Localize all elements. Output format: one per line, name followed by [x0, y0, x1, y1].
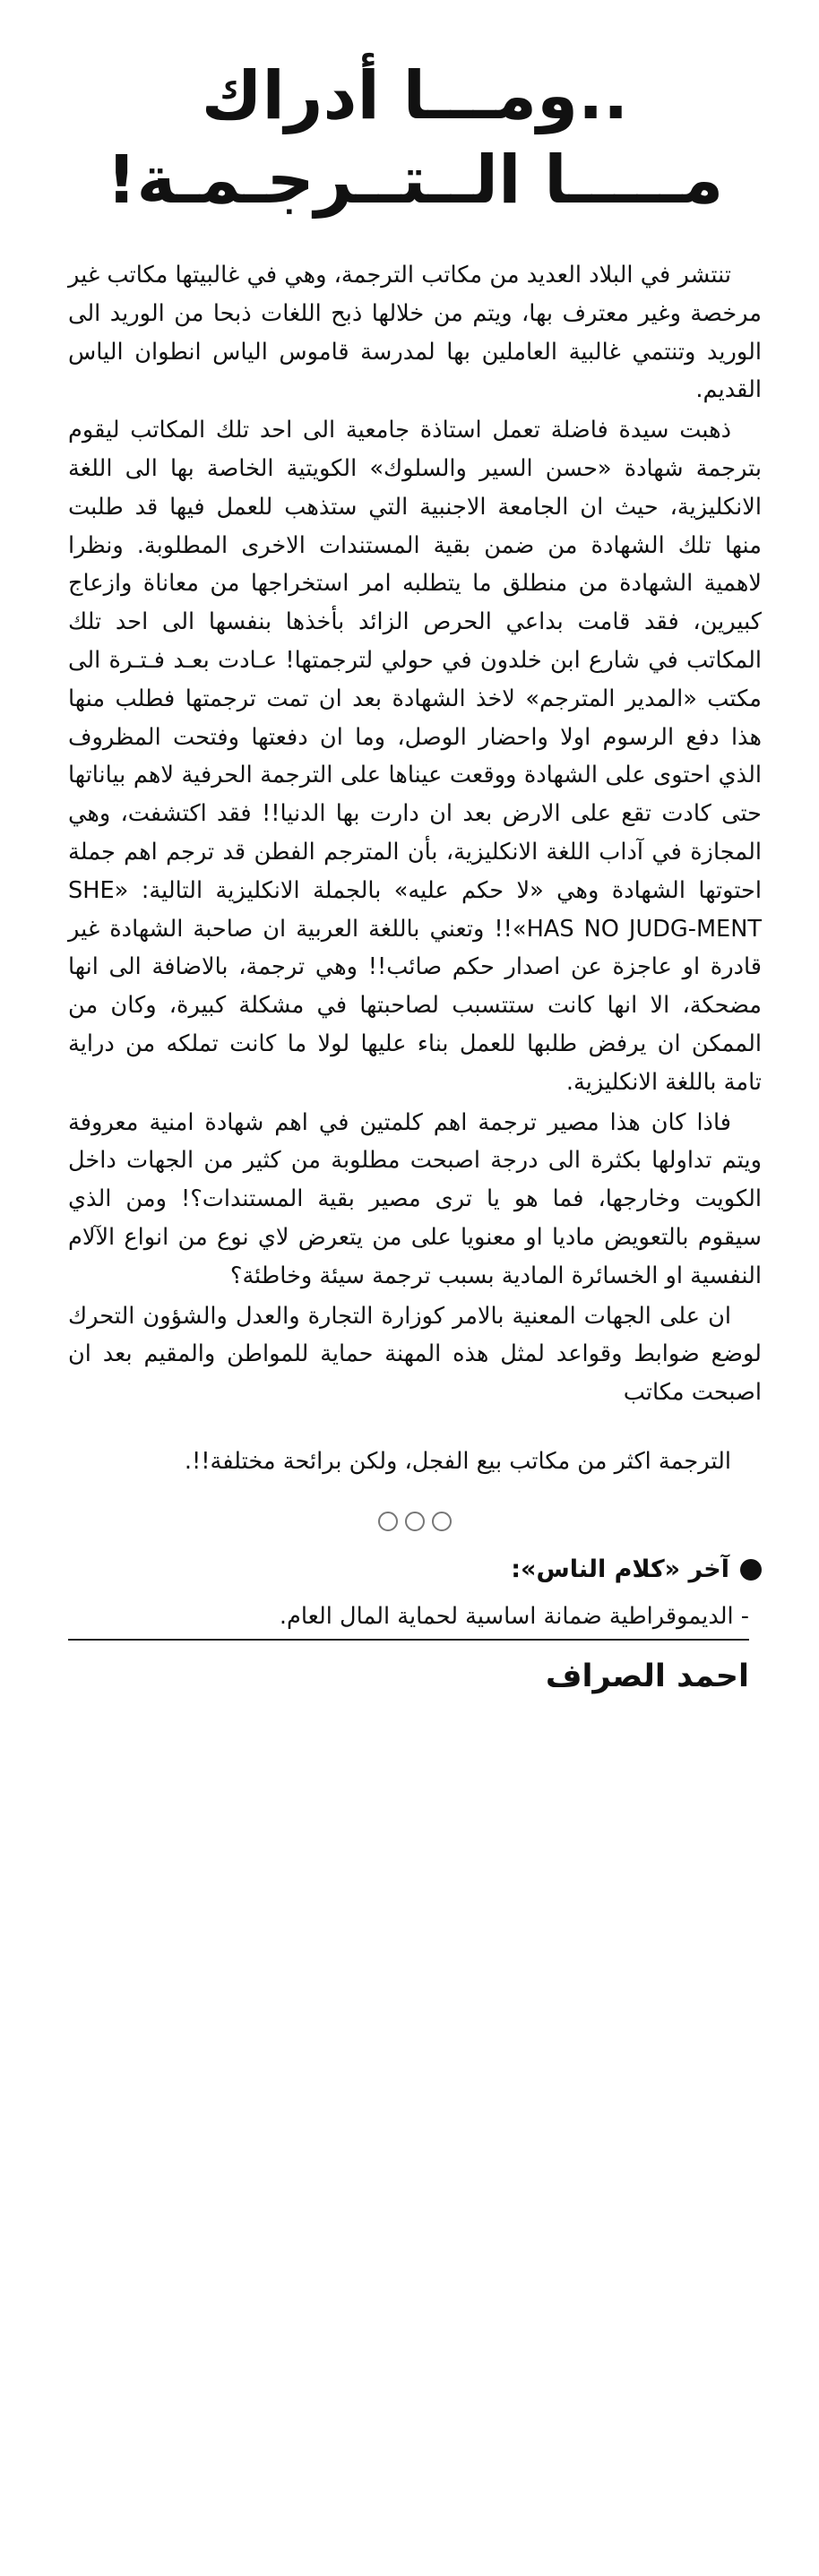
title-line-2: مـــــا الــتــرجـمـة!: [106, 142, 724, 219]
footer-heading-text: آخر «كلام الناس»:: [511, 1555, 729, 1583]
title-line-1: ..ومـــا أدراك: [201, 57, 629, 134]
section-separator: [68, 1512, 762, 1531]
article-title: [68, 54, 762, 222]
footer-heading: [68, 1551, 762, 1589]
article-body: [68, 256, 762, 1481]
paragraph-1: تنتشر في البلاد العديد من مكاتب الترجمة، وهي في غالبيتها مكاتب غير مرخصة وغير معترف بها، ويتم من خلالها ذبح اللغات ذبحا من الوريد الى الوريد وتنتمي غالبية العاملين بها لمدرسة قاموس الياس انطوان الياس القديم.: [68, 262, 762, 404]
author-name: احمد الصراف: [545, 1658, 749, 1694]
paragraph-2: ذهبت سيدة فاضلة تعمل استاذة جامعية الى احد تلك المكاتب ليقوم بترجمة شهادة «حسن السير والسلوك» الكويتية الخاصة بها الى اللغة الانكليزية، حيث ان الجامعة الاجنبية التي ستذهب للعمل فيها قد طلبت منها تلك الشهادة من ضمن بقية المستندات الاخرى المطلوبة. ونظرا لاهمية الشهادة من منطلق ما يتطلبه امر استخراجها من معاناة وازعاج كبيرين، فقد قامت بداعي الحرص الزائد بأخذها بنفسها الى احد تلك المكاتب في شارع ابن خلدون في حولي لترجمتها! عـادت بعـد فـتـرة الى مكتب «المدير المترجم» لاخذ الشهادة بعد ان تمت ترجمتها فطلب منها هذا دفع الرسوم اولا واحضار الوصل، وما ان دفعتها وفتحت المظروف الذي احتوى على الشهادة ووقعت عيناها على الترجمة الحرفية لاهم بياناتها حتى كادت تقع على الارض بعد ان دارت بها الدنيا!! فقد اكتشفت، وهي المجازة في آداب اللغة الانكليزية، بأن المترجم الفطن قد ترجم اهم جملة احتوتها الشهادة وهي «لا حكم عليه» بالجملة الانكليزية التالية: «SHE HAS NO JUDG-MENT»!! وتعني باللغة العربية ان صاحبة الشهادة غير قادرة او عاجزة عن اصدار حكم صائب!! وهي ترجمة، بالاضافة الى انها مضحكة، الا انها كانت ستتسبب لصاحبتها في مشكلة كبيرة، وكان من الممكن ان يرفض طلبها للعمل بناء عليها لولا ما كانت تملكه من دراية تامة باللغة الانكليزية.: [68, 417, 763, 1096]
paragraph-3: فاذا كان هذا مصير ترجمة اهم كلمتين في اهم شهادة امنية معروفة ويتم تداولها بكثرة الى درجة اصبحت مطلوبة من كثير من الجهات داخل الكويت وخارجها، فما هو يا ترى مصير بقية المستندات؟! ومن الذي سيقوم بالتعويض ماديا او معنويا على من يتعرض لاي نوع من انواع الآلام النفسية او الخسائرة المادية بسبب ترجمة سيئة وخاطئة؟: [68, 1108, 762, 1289]
separator-circle-icon: [432, 1512, 452, 1531]
paragraph-5: الترجمة اكثر من مكاتب بيع الفجل، ولكن برائحة مختلفة!!.: [184, 1447, 731, 1475]
paragraph-4: ان على الجهات المعنية بالامر كوزارة التجارة والعدل والشؤون التحرك لوضع ضوابط وقواعد لمثل هذه المهنة حماية للمواطن والمقيم بعد ان اصبحت مكاتب: [68, 1302, 762, 1407]
separator-circle-icon: [405, 1512, 425, 1531]
separator-circle-icon: [378, 1512, 398, 1531]
bullet-dot-icon: [740, 1559, 762, 1581]
footer-quote: - الديموقراطية ضمانة اساسية لحماية المال العام.: [68, 1596, 749, 1641]
